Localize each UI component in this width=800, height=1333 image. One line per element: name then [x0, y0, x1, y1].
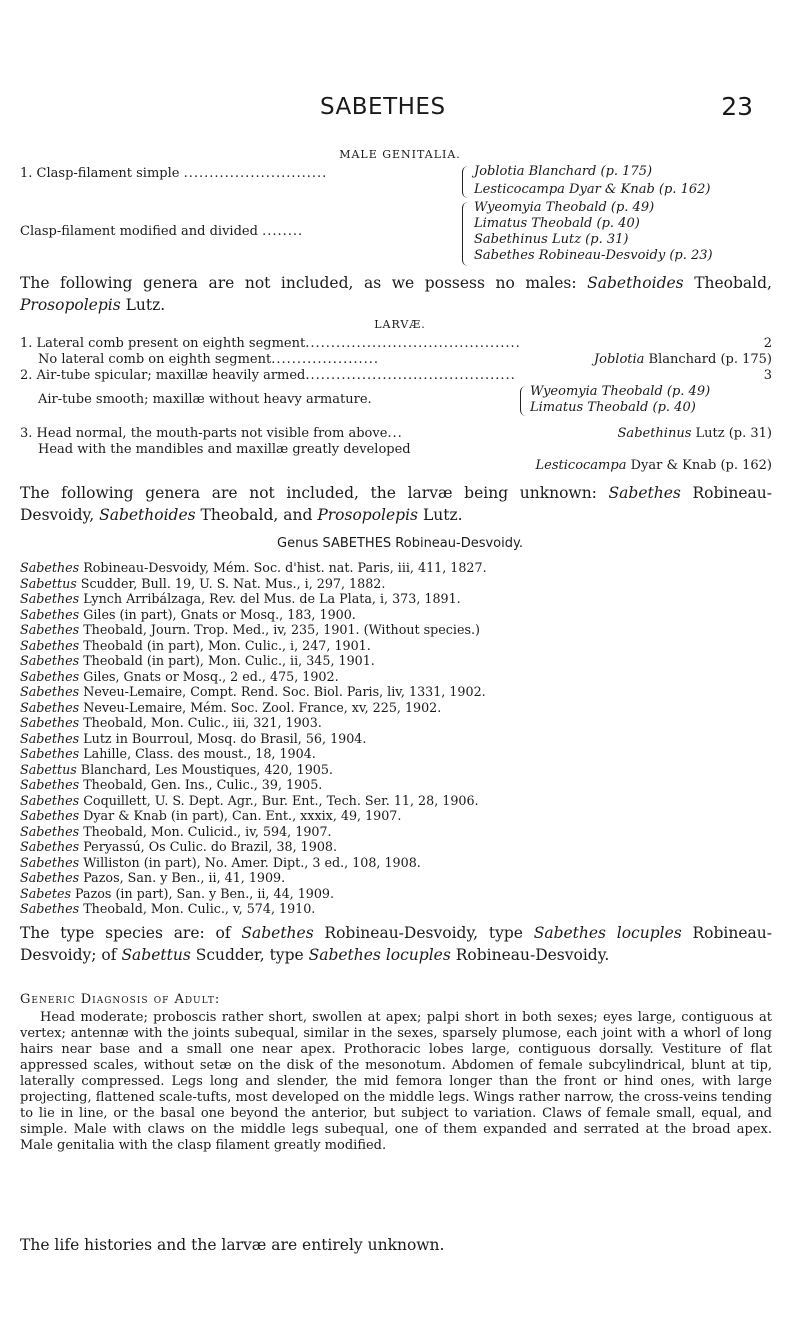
synonymy-reference: Lynch Arribálzaga, Rev. del Mus. de La Plata, i, 373, 1891.	[79, 591, 461, 606]
synonymy-reference: Pazos, San. y Ben., ii, 41, 1909.	[79, 870, 286, 885]
synonymy-list	[20, 560, 487, 917]
synonymy-genus-name: Sabethes	[20, 684, 80, 699]
synonymy-entry	[20, 886, 487, 902]
synonymy-genus-name: Sabetes	[20, 885, 72, 901]
larva-key-3a: 3. Head normal, the mouth-parts not visible from above... Sabethinus Lutz (p. 31)	[20, 426, 772, 441]
taxon-limatus: Limatus Theobald (p. 40)	[474, 216, 640, 231]
synonymy-reference: Neveu-Lemaire, Compt. Rend. Soc. Biol. Paris, liv, 1331, 1902.	[79, 684, 486, 699]
synonymy-entry	[20, 700, 487, 716]
synonymy-genus-name: Sabethes	[20, 606, 80, 622]
synonymy-reference: Lahille, Class. des moust., 18, 1904.	[79, 746, 316, 761]
taxon-sabethinus: Sabethinus Lutz (p. 31)	[474, 232, 629, 247]
synonymy-entry	[20, 870, 487, 886]
taxon-lesticocampa: Lesticocampa Dyar & Knab (p. 162)	[474, 182, 711, 197]
taxon-joblotia: Joblotia Blanchard (p. 175)	[474, 164, 653, 179]
synonymy-genus-name: Sabethes	[20, 715, 80, 730]
synonymy-reference: Theobald (in part), Mon. Culic., i, 247, 1901.	[79, 637, 371, 653]
synonymy-reference: Lutz in Bourroul, Mosq. do Brasil, 56, 1904.	[79, 730, 367, 746]
synonymy-reference: Theobald, Gen. Ins., Culic., 39, 1905.	[79, 777, 323, 792]
synonymy-genus-name: Sabethes	[20, 839, 80, 854]
page: SABETHES 23 MALE GENITALIA. 1. Clasp-filament simple ............................ Joblotia Blanchard (p. 175) Lesticocampa Dyar & Knab (p. 162) Clasp-filament modified and divided ........ Wyeomyia Theobald (p. 49) Limatus Theobald (p. 40) Sabethinus Lutz (p. 31) Sabethes Robineau-Desvoidy (p. 23) The following genera are not included, as we possess no males: Sabethoides Theobald, Prosopolepis Lutz. LARVÆ. 1. Lateral comb present on eighth segment.......................................... 2 No lateral comb on eighth segment..................... Joblotia Blanchard (p. 175) 2. Air-tube spicular; maxillæ heavily armed......................................... 3 Air-tube smooth; maxillæ without heavy armature. Wyeomyia Theobald (p. 49) Limatus Theobald (p. 40) 3. Head normal, the mouth-parts not visible from above... Sabethinus Lutz (p. 31) Head with the mandibles and maxillæ greatly developed Lesticocampa Dyar & Knab (p. 162) The following genera are not included, the larvæ being unknown: Sabethes Robineau-Desvoidy, Sabethoides Theobald, and Prosopolepis Lutz. Genus SABETHES Robineau-Desvoidy. Sabethes Robineau-Desvoidy, Mém. Soc. d'hist. nat. Paris, iii, 411, 1827. Sabettus Scudder, Bull. 19, U. S. Nat. Mus., i, 297, 1882. Sabethes Lynch Arribálzaga, Rev. del Mus. de La Plata, i, 373, 1891. Sabethes Giles (in part), Gnats or Mosq., 183, 1900. Sabethes Theobald, Journ. Trop. Med., iv, 235, 1901. (Without species.) Sabethes Theobald (in part), Mon. Culic., i, 247, 1901. Sabethes Theobald (in part), Mon. Culic., ii, 345, 1901. Sabethes Giles, Gnats or Mosq., 2 ed., 475, 1902. Sabethes Neveu-Lemaire, Compt. Rend. Soc. Biol. Paris, liv, 1331, 1902. Sabethes Neveu-Lemaire, Mém. Soc. Zool. France, xv, 225, 1902. Sabethes Theobald, Mon. Culic., iii, 321, 1903. Sabethes Lutz in Bourroul, Mosq. do Brasil, 56, 1904. Sabethes Lahille, Class. des moust., 18, 1904. Sabettus Blanchard, Les Moustiques, 420, 1905. Sabethes Theobald, Gen. Ins., Culic., 39, 1905. Sabethes Coquillett, U. S. Dept. Agr., Bur. Ent., Tech. Ser. 11, 28, 1906. Sabethes Dyar & Knab (in part), Can. Ent., xxxix, 49, 1907. Sabethes Theobald, Mon. Culicid., iv, 594, 1907. Sabethes Peryassú, Os Culic. do Brazil, 38, 1908. Sabethes Williston (in part), No. Amer. Dipt., 3 ed., 108, 1908. Sabethes Pazos, San. y Ben., ii, 41, 1909. Sabetes Pazos (in part), San. y Ben., ii, 44, 1909. Sabethes Theobald, Mon. Culic., v, 574, 1910. The type species are: of Sabethes Robineau-Desvoidy, type Sabethes locuples Robineau-Desvoidy; of Sabettus Scudder, type Sabethes locuples Robineau-Desvoidy. Generic Diagnosis of Adult: Head moderate; proboscis rather short, swollen at apex; palpi short in both sexes; eyes large, contiguous at vertex; antennæ with the joints subequal, similar in the sexes, sparsely plumose, each joint with a whorl of long hairs near base and a small one near apex. Prothoracic lobes large, contiguous dorsally. Vestiture of flat appressed scales, without setæ on the disk of the mesonotum. Abdomen of female subcylindrical, blunt at tip, laterally compressed. Legs long and slender, the mid femora longer than the front or hind ones, with large projecting, flattened scale-tufts, most developed on the middle legs. Wings rather narrow, the cross-veins tending to lie in line, or the basal one beyond the anterior, but subject to variation. Claws of female small, equal, and simple. Male with claws on the middle legs subequal, one of them expanded and serrated at the broad apex. Male genitalia with the clasp filament greatly modified. The life histories and the larvæ are entirely unknown.	[0, 0, 800, 1333]
larva-key-2b: Air-tube smooth; maxillæ without heavy armature.	[38, 392, 373, 407]
taxon-wyeomyia: Wyeomyia Theobald (p. 49)	[474, 200, 655, 215]
synonymy-reference: Neveu-Lemaire, Mém. Soc. Zool. France, xv, 225, 1902.	[79, 699, 442, 715]
page-number: 23	[721, 92, 753, 121]
synonymy-genus-name: Sabethes	[20, 746, 80, 761]
synonymy-reference: Peryassú, Os Culic. do Brazil, 38, 1908.	[79, 839, 338, 854]
synonymy-entry	[20, 684, 487, 700]
synonymy-reference: Theobald, Mon. Culic., v, 574, 1910.	[79, 901, 316, 916]
synonymy-reference: Giles, Gnats or Mosq., 2 ed., 475, 1902.	[79, 668, 339, 684]
larvae-heading: LARVÆ.	[374, 318, 426, 331]
synonymy-genus-name: Sabethes	[20, 777, 80, 792]
synonymy-genus-name: Sabethes	[20, 668, 80, 684]
larva-taxon-wyeomyia: Wyeomyia Theobald (p. 49)	[530, 384, 711, 399]
synonymy-entry	[20, 901, 487, 917]
synonymy-entry	[20, 591, 487, 607]
genus-heading: Genus SABETHES Robineau-Desvoidy.	[277, 536, 523, 551]
larva-taxon-limatus: Limatus Theobald (p. 40)	[530, 400, 696, 415]
larva-key-2a: 2. Air-tube spicular; maxillæ heavily armed......................................... 3	[20, 368, 772, 383]
larva-key-1a: 1. Lateral comb present on eighth segment.......................................... 2	[20, 336, 772, 351]
key-line-clasp-simple: 1. Clasp-filament simple ............................	[20, 166, 328, 181]
brace	[520, 386, 528, 416]
synonymy-entry	[20, 855, 487, 871]
synonymy-entry	[20, 777, 487, 793]
synonymy-reference: Robineau-Desvoidy, Mém. Soc. d'hist. nat. Paris, iii, 411, 1827.	[79, 560, 487, 575]
synonymy-entry	[20, 746, 487, 762]
synonymy-entry	[20, 669, 487, 685]
brace	[462, 166, 470, 198]
synonymy-genus-name: Sabethes	[20, 653, 80, 668]
synonymy-entry	[20, 793, 487, 809]
male-genitalia-heading: MALE GENITALIA.	[339, 148, 461, 161]
synonymy-reference: Blanchard, Les Moustiques, 420, 1905.	[76, 761, 333, 777]
synonymy-reference: Dyar & Knab (in part), Can. Ent., xxxix, 49, 1907.	[79, 808, 402, 823]
synonymy-reference: Scudder, Bull. 19, U. S. Nat. Mus., i, 297, 1882.	[76, 575, 386, 591]
key-line-clasp-modified: Clasp-filament modified and divided ........	[20, 224, 304, 239]
synonymy-entry	[20, 607, 487, 623]
synonymy-genus-name: Sabettus	[20, 575, 77, 591]
synonymy-entry	[20, 762, 487, 778]
synonymy-entry	[20, 576, 487, 592]
closing-sentence: The life histories and the larvæ are entirely unknown.	[20, 1236, 445, 1254]
synonymy-reference: Pazos (in part), San. y Ben., ii, 44, 1909.	[71, 885, 335, 901]
synonymy-entry	[20, 653, 487, 669]
running-title: SABETHES	[320, 94, 446, 120]
synonymy-reference: Giles (in part), Gnats or Mosq., 183, 1900.	[79, 606, 356, 622]
synonymy-genus-name: Sabethes	[20, 622, 80, 637]
synonymy-genus-name: Sabethes	[20, 870, 80, 885]
synonymy-genus-name: Sabethes	[20, 808, 80, 823]
larva-key-3b: Head with the mandibles and maxillæ greatly developed	[38, 442, 411, 457]
synonymy-entry	[20, 824, 487, 840]
synonymy-genus-name: Sabethes	[20, 637, 80, 653]
taxon-sabethes: Sabethes Robineau-Desvoidy (p. 23)	[474, 248, 713, 263]
synonymy-genus-name: Sabettus	[20, 761, 77, 777]
synonymy-entry	[20, 715, 487, 731]
synonymy-genus-name: Sabethes	[20, 901, 80, 916]
larva-key-1b: No lateral comb on eighth segment..................... Joblotia Blanchard (p. 175)	[38, 352, 772, 367]
synonymy-entry	[20, 839, 487, 855]
synonymy-genus-name: Sabethes	[20, 730, 80, 746]
synonymy-reference: Theobald (in part), Mon. Culic., ii, 345, 1901.	[79, 653, 375, 668]
synonymy-entry	[20, 560, 487, 576]
synonymy-genus-name: Sabethes	[20, 591, 80, 606]
synonymy-reference: Williston (in part), No. Amer. Dipt., 3 ed., 108, 1908.	[79, 854, 421, 870]
synonymy-genus-name: Sabethes	[20, 560, 80, 575]
synonymy-reference: Theobald, Journ. Trop. Med., iv, 235, 1901. (Without species.)	[79, 622, 480, 637]
synonymy-reference: Theobald, Mon. Culic., iii, 321, 1903.	[79, 715, 322, 730]
synonymy-entry	[20, 731, 487, 747]
synonymy-genus-name: Sabethes	[20, 854, 80, 870]
synonymy-entry	[20, 622, 487, 638]
male-note: The following genera are not included, as we possess no males: Sabethoides Theobald, Prosopolepis Lutz.	[20, 274, 772, 314]
running-head	[0, 92, 800, 126]
diagnosis-heading: Generic Diagnosis of Adult:	[20, 992, 221, 1007]
synonymy-genus-name: Sabethes	[20, 792, 80, 808]
synonymy-genus-name: Sabethes	[20, 823, 80, 839]
synonymy-entry	[20, 808, 487, 824]
larvae-note: The following genera are not included, the larvæ being unknown: Sabethes Robineau-Desvoidy, Sabethoides Theobald, and Prosopolepis Lutz.	[20, 484, 772, 524]
diagnosis-text: Head moderate; proboscis rather short, swollen at apex; palpi short in both sexes; eyes large, contiguous at vertex; antennæ with the joints subequal, similar in the sexes, sparsely plumose, each joint with a whorl of long hairs near base and a small one near apex. Prothoracic lobes large, contiguous dorsally. Vestiture of flat appressed scales, without setæ on the disk of the mesonotum. Abdomen of female subcylindrical, blunt at tip, laterally compressed. Legs long and slender, the mid femora longer than the front or hind ones, with large projecting, flattened scale-tufts, most developed on the middle legs. Wings rather narrow, the cross-veins tending to lie in line, or the basal one beyond the anterior, but subject to variation. Claws of female small, equal, and simple. Male with claws on the middle legs subequal, one of them expanded and serrated at the broad apex. Male genitalia with the clasp filament greatly modified.	[20, 1010, 772, 1153]
synonymy-reference: Coquillett, U. S. Dept. Agr., Bur. Ent., Tech. Ser. 11, 28, 1906.	[79, 792, 479, 808]
brace	[462, 202, 470, 266]
synonymy-genus-name: Sabethes	[20, 699, 80, 715]
type-species: The type species are: of Sabethes Robineau-Desvoidy, type Sabethes locuples Robineau-Desvoidy; of Sabettus Scudder, type Sabethes locuples Robineau-Desvoidy.	[20, 924, 773, 964]
synonymy-entry	[20, 638, 487, 654]
synonymy-reference: Theobald, Mon. Culicid., iv, 594, 1907.	[79, 823, 332, 839]
